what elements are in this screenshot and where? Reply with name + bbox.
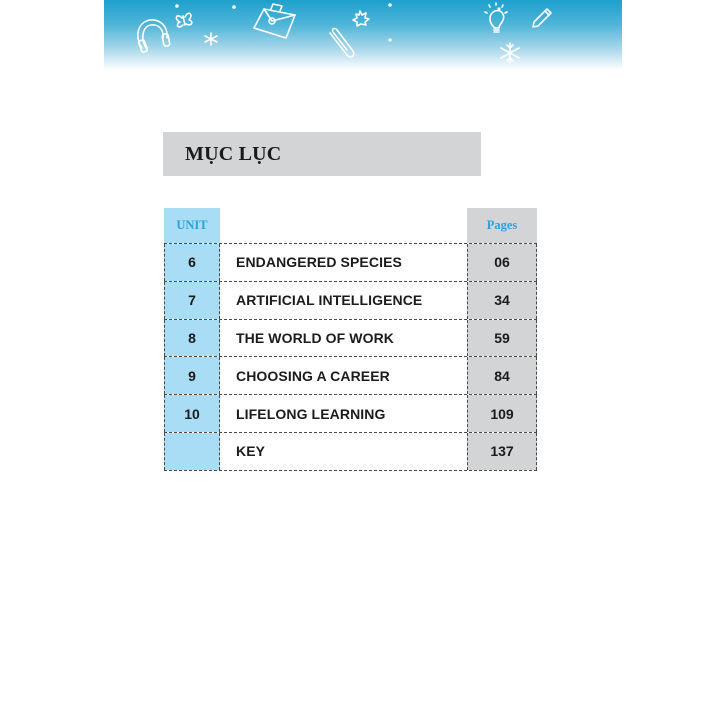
snowflake-icon [501, 43, 519, 63]
unit-title[interactable]: THE WORLD OF WORK [236, 329, 395, 346]
unit-number: 8 [164, 320, 220, 357]
unit-title[interactable]: KEY [236, 443, 266, 460]
header-banner [104, 0, 622, 70]
page-number: 06 [467, 244, 537, 281]
toc-title-box [163, 132, 481, 176]
table-row[interactable] [164, 281, 537, 319]
pencil-icon [533, 9, 551, 27]
unit-title[interactable]: ARTIFICIAL INTELLIGENCE [236, 292, 423, 309]
unit-title[interactable]: CHOOSING A CAREER [236, 367, 390, 384]
table-header-row [164, 208, 537, 243]
unit-number [164, 433, 220, 470]
paperclip-icon [330, 29, 354, 57]
snowflake-icon [205, 33, 217, 45]
unit-number: 6 [164, 244, 220, 281]
page-number: 137 [467, 433, 537, 470]
lightbulb-icon [485, 3, 507, 32]
unit-column-header: UNIT [164, 208, 220, 243]
butterfly-icon [176, 13, 191, 27]
unit-number: 9 [164, 357, 220, 394]
pages-column-header: Pages [467, 208, 537, 243]
page-number: 34 [467, 282, 537, 319]
unit-title[interactable]: ENDANGERED SPECIES [236, 254, 402, 271]
unit-title[interactable]: LIFELONG LEARNING [236, 405, 386, 422]
table-row[interactable] [164, 356, 537, 394]
unit-number: 10 [164, 395, 220, 432]
table-of-contents [164, 208, 537, 471]
page-title: MỤC LỤC [185, 142, 282, 165]
table-row[interactable] [164, 394, 537, 432]
maple-leaf-icon [353, 11, 369, 26]
dots-decoration [175, 3, 500, 41]
table-row[interactable] [164, 243, 537, 281]
page-number: 59 [467, 320, 537, 357]
page-number: 109 [467, 395, 537, 432]
table-row[interactable] [164, 319, 537, 357]
briefcase-icon [254, 4, 295, 38]
table-row[interactable] [164, 432, 537, 471]
page-number: 84 [467, 357, 537, 394]
headphones-icon [138, 20, 170, 53]
title-column-header [220, 208, 467, 243]
unit-number: 7 [164, 282, 220, 319]
